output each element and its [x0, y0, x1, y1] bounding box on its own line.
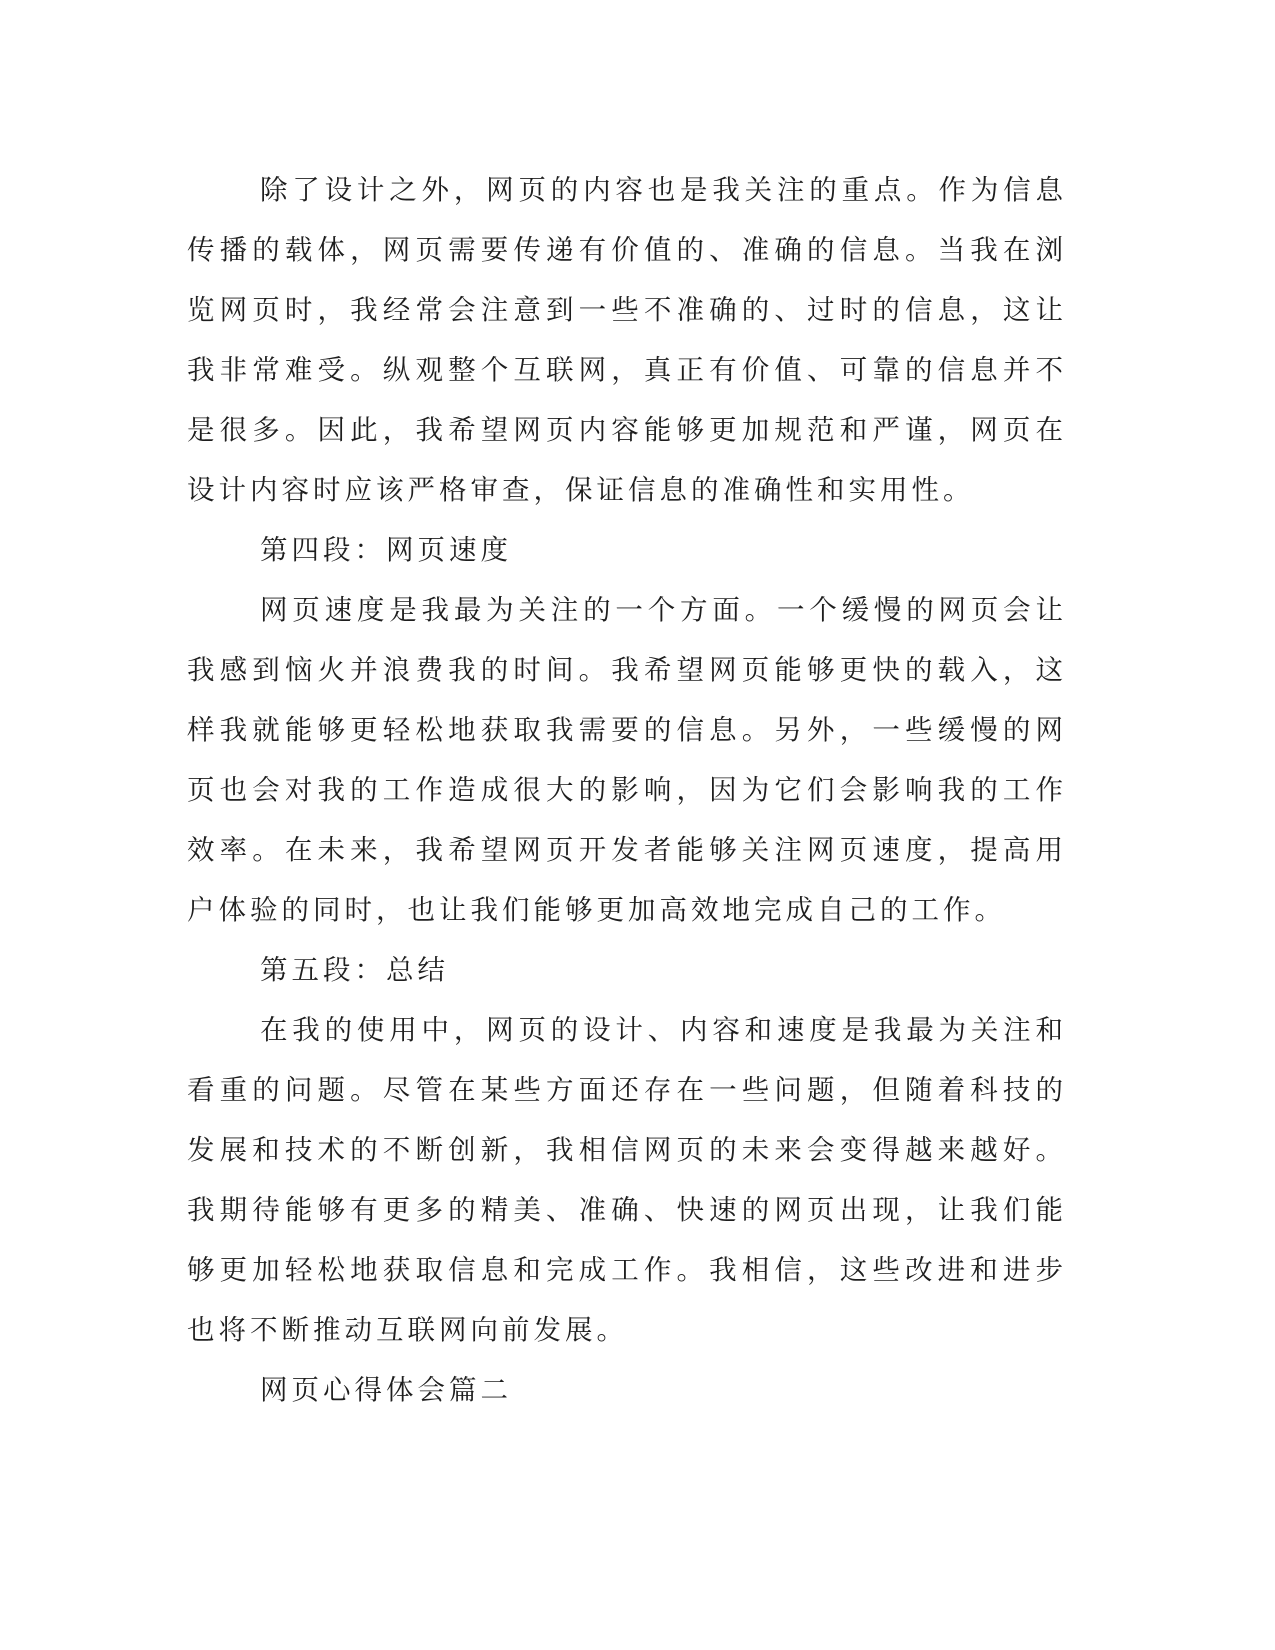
- section-heading-summary: 第五段：总结: [260, 954, 449, 986]
- paragraph-speed: 网页速度是我最为关注的一个方面。一个缓慢的网页会让我感到恼火并浪费我的时间。我希望网页能够更快的载入，这样我就能够更轻松地获取我需要的信息。另外，一些缓慢的网页也会对我的工作造成很大的影响，因为它们会影响我的工作效率。在未来，我希望网页开发者能够关注网页速度，提高用户体验的同时，也让我们能够更加高效地完成自己的工作。: [187, 594, 1067, 926]
- paragraph-content-focus: 除了设计之外，网页的内容也是我关注的重点。作为信息传播的载体，网页需要传递有价值的、准确的信息。当我在浏览网页时，我经常会注意到一些不准确的、过时的信息，这让我非常难受。纵观整个互联网，真正有价值、可靠的信息并不是很多。因此，我希望网页内容能够更加规范和严谨，网页在设计内容时应该严格审查，保证信息的准确性和实用性。: [187, 174, 1067, 506]
- article-title-part-two: 网页心得体会篇二: [260, 1374, 512, 1406]
- paragraph-summary: 在我的使用中，网页的设计、内容和速度是我最为关注和看重的问题。尽管在某些方面还存在一些问题，但随着科技的发展和技术的不断创新，我相信网页的未来会变得越来越好。我期待能够有更多的精美、准确、快速的网页出现，让我们能够更加轻松地获取信息和完成工作。我相信，这些改进和进步也将不断推动互联网向前发展。: [187, 1014, 1067, 1346]
- section-heading-speed: 第四段：网页速度: [260, 534, 512, 566]
- document-body: [187, 160, 1067, 1420]
